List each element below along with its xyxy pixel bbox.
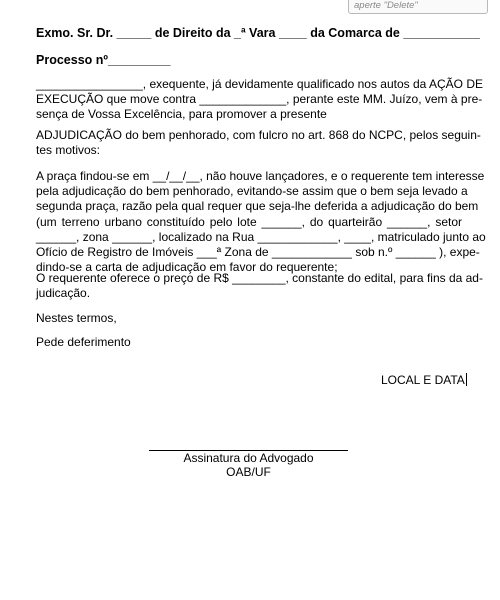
paragraph-motivos [36, 169, 486, 275]
paragraph-line: ________________, exequente, já devidamente qualificado nos autos da AÇÃO DE [36, 77, 483, 91]
paragraph-line: tes motivos: [36, 143, 101, 158]
paragraph-line: (um terreno urbano constituído pelo lote ______, do quarteirão ______, setor [36, 214, 462, 229]
oab-label: OAB/UF [226, 465, 271, 479]
paragraph-line: EXECUÇÃO que move contra _____________, perante este MM. Juízo, vem à pre- [36, 92, 483, 107]
paragraph-line: ______, zona ______, localizado na Rua ____________, ____, matriculado junto ao [36, 229, 486, 244]
paragraph-line: A praça findou-se em __/__/__, não houve lançadores, e o requerente tem interesse [36, 169, 485, 183]
paragraph-line: pela adjudicação do bem penhorado, evitando-se assim que o bem seja levado a [36, 184, 468, 199]
local-e-data[interactable] [381, 373, 467, 388]
signature-label: Assinatura do Advogado [183, 451, 314, 465]
paragraph-line: sença de Vossa Excelência, para promover a presente [36, 107, 327, 122]
addressee-heading: Exmo. Sr. Dr. _____ de Direito da _ª Vara ____ da Comarca de ___________ [36, 26, 480, 40]
help-tooltip [348, 0, 488, 14]
paragraph-line: dindo-se a carta de adjudicação em favor do requerente; [36, 260, 338, 275]
paragraph-line: judicação. [36, 286, 91, 301]
local-e-data-text: LOCAL E DATA [381, 373, 465, 387]
paragraph-preco [36, 271, 483, 301]
process-number-heading: Processo nº_________ [36, 53, 171, 67]
paragraph-line: ADJUDICAÇÃO do bem penhorado, com fulcro no art. 868 do NCPC, pelos seguin- [36, 128, 481, 142]
paragraph-line: Ofício de Registro de Imóveis ___ª Zona de ____________ sob n.º ______ ), expe- [36, 245, 480, 260]
tooltip-line: aperte "Delete" [354, 0, 418, 11]
text-cursor [466, 373, 467, 386]
closing-pede-deferimento: Pede deferimento [36, 335, 131, 349]
paragraph-line: O requerente oferece o preço de R$ ________, constante do edital, para fins da ad- [36, 271, 483, 285]
paragraph-line: segunda praça, razão pela qual requer que seja-lhe deferida a adjudicação do bem [36, 199, 479, 214]
paragraph-adjudicacao [36, 128, 481, 158]
closing-nestes-termos: Nestes termos, [36, 311, 117, 325]
paragraph-intro [36, 77, 483, 123]
